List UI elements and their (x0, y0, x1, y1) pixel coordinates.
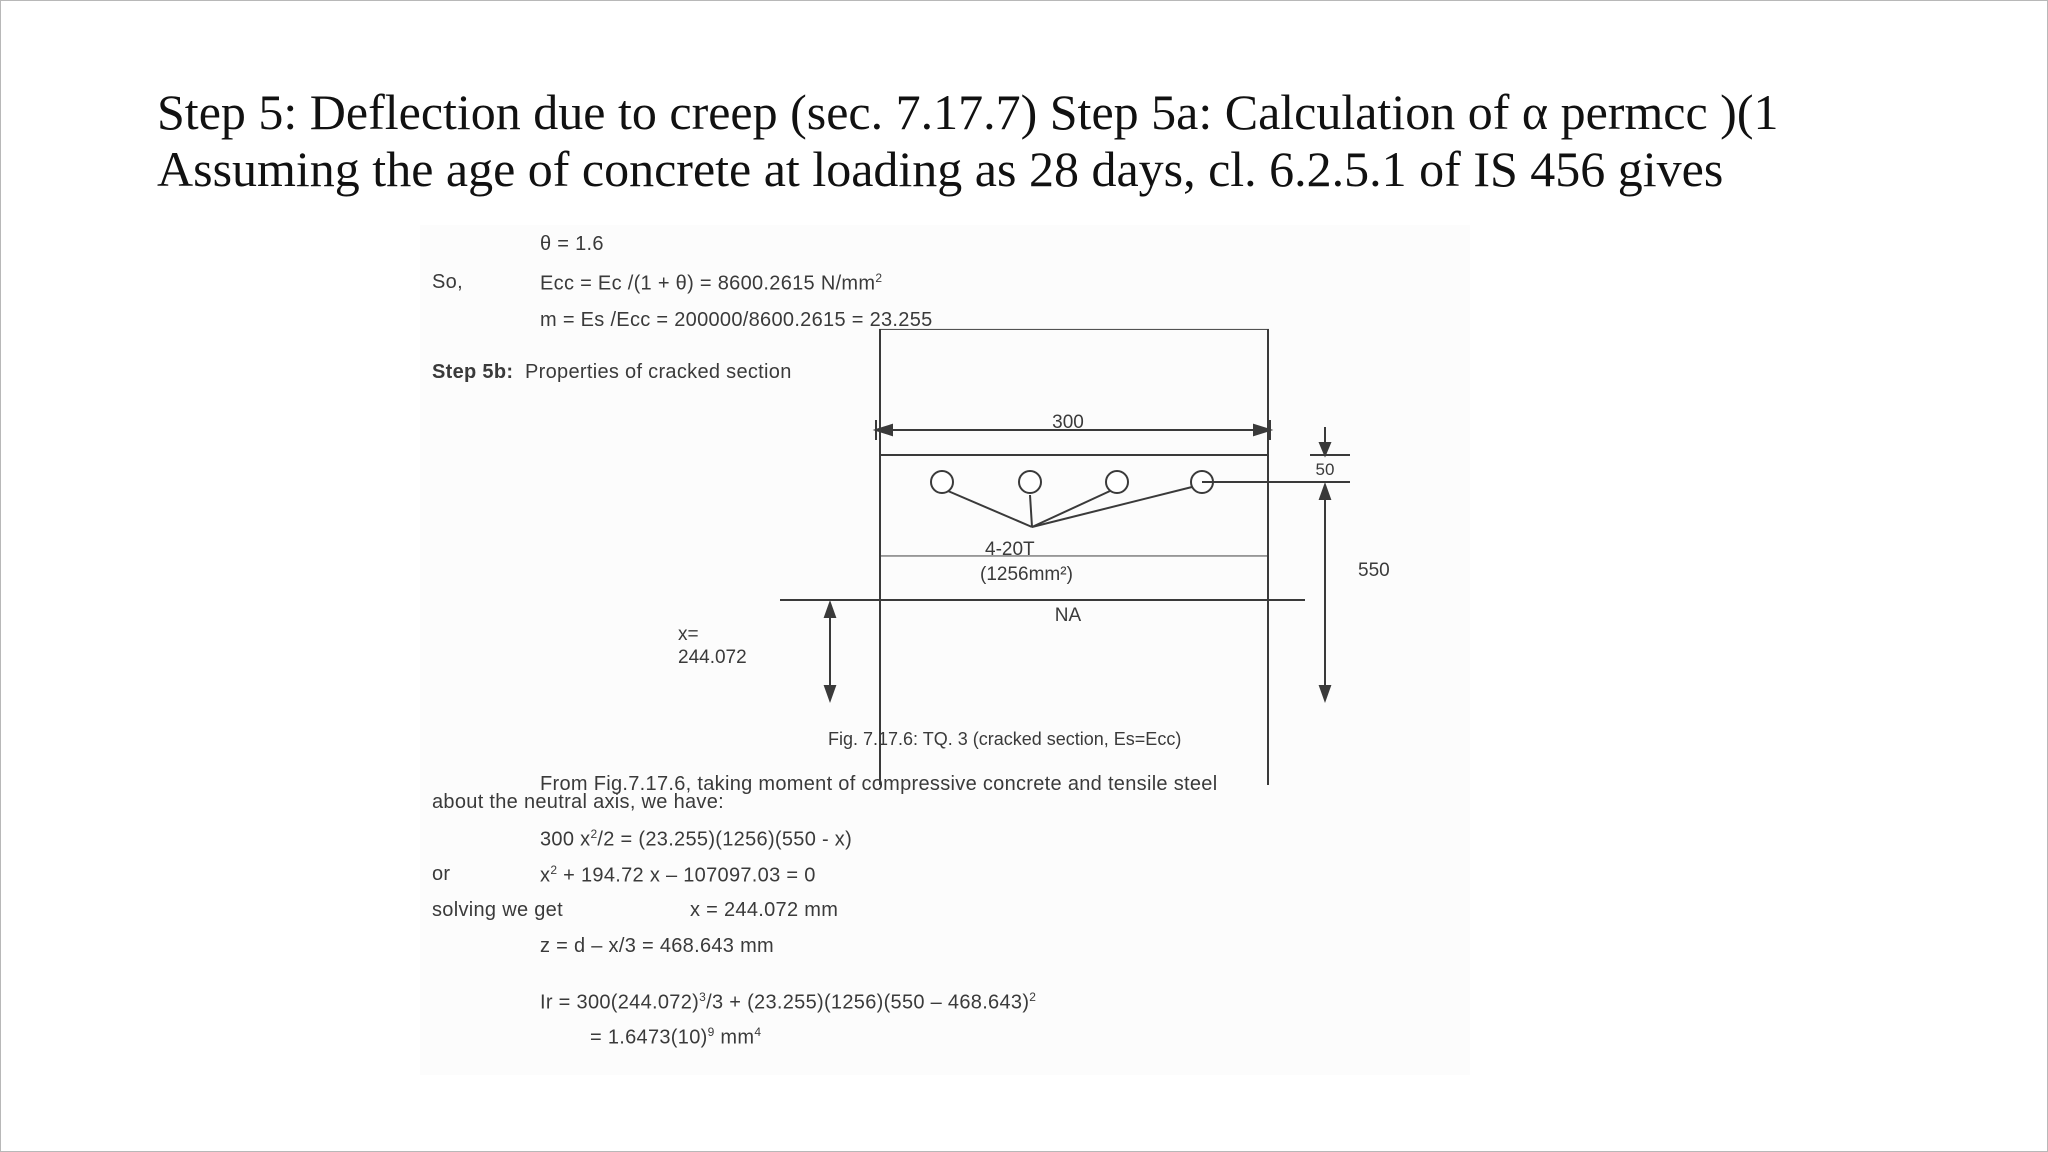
z-equation: z = d – x/3 = 468.643 mm (540, 935, 774, 957)
paragraph-line-2: about the neutral axis, we have: (432, 791, 725, 813)
x-arrow-bottom (825, 686, 835, 700)
ir-result-sup: 9 (707, 1025, 715, 1039)
moment-equation (540, 827, 852, 852)
ir-result-unit: mm (714, 1026, 755, 1049)
eq2-right: + 194.72 x – 107097.03 = 0 (557, 864, 816, 887)
solving-label: solving we get (432, 899, 563, 921)
ir-eq-part1: = 300(244.072) (552, 991, 700, 1014)
depth-arrow-bottom (1320, 686, 1330, 700)
eq1-sup: 2 (590, 827, 598, 841)
bars-area-label: (1256mm²) (980, 564, 1073, 585)
rebar-1 (931, 471, 953, 493)
cover-label: 50 (1315, 460, 1335, 479)
eq2-left: x (540, 864, 551, 887)
theta-equation: θ = 1.6 (540, 233, 604, 255)
so-label: So, (432, 271, 463, 293)
solving-value: x = 244.072 mm (690, 899, 839, 921)
eq1-right: /2 = (23.255)(1256)(550 - x) (597, 828, 853, 851)
ecc-equation-sup: 2 (875, 271, 883, 285)
x-label-line-2: 244.072 (678, 647, 747, 668)
title-line-1: Step 5: Deflection due to creep (sec. 7.17.7) Step 5a: Calculation of α permcc )(1 (157, 84, 1779, 140)
x-label-line-1: x= (678, 624, 699, 645)
width-arrow-left (876, 425, 892, 435)
width-label: 300 (1052, 412, 1084, 433)
leader-line-4 (1032, 487, 1192, 527)
ir-result (590, 1025, 761, 1050)
quadratic-equation (540, 863, 816, 888)
step5b-text: Properties of cracked section (525, 361, 792, 383)
slide-title (157, 84, 1957, 198)
ir-sup-1: 3 (699, 990, 707, 1004)
x-arrow-top (825, 603, 835, 617)
figure-caption: Fig. 7.17.6: TQ. 3 (cracked section, Es=Ecc) (828, 729, 1182, 749)
step5b-label: Step 5b: (432, 361, 514, 383)
rebar-2 (1019, 471, 1041, 493)
depth-arrow-top (1320, 485, 1330, 499)
scanned-calculation-image (420, 225, 1470, 1075)
ir-eq-part2: /3 + (23.255)(1256)(550 – 468.643) (706, 991, 1030, 1014)
bars-label: 4-20T (985, 539, 1035, 560)
cracked-section-figure (420, 225, 1470, 790)
ir-sup-2: 2 (1029, 990, 1037, 1004)
eq2-sup: 2 (550, 863, 558, 877)
title-line-2: Assuming the age of concrete at loading as 28 days, cl. 6.2.5.1 of IS 456 gives (157, 141, 1724, 197)
cover-arrow (1320, 443, 1330, 455)
leader-line-2 (1030, 495, 1032, 527)
ir-equation (540, 990, 1036, 1015)
or-label: or (432, 863, 451, 885)
na-label: NA (1054, 605, 1082, 626)
leader-line-1 (948, 491, 1032, 527)
ir-result-value: = 1.6473(10) (590, 1026, 708, 1049)
m-equation: m = Es /Ecc = 200000/8600.2615 = 23.255 (540, 309, 933, 331)
ecc-equation-text: Ecc = Ec /(1 + θ) = 8600.2615 N/mm (540, 272, 876, 295)
rebar-3 (1106, 471, 1128, 493)
eq1-left: 300 x (540, 828, 591, 851)
ir-unit-sup: 4 (754, 1025, 762, 1039)
cracked-section-diagram (420, 225, 1470, 785)
paragraph-line-1: From Fig.7.17.6, taking moment of compressive concrete and tensile steel (540, 773, 1218, 795)
leader-line-3 (1032, 491, 1110, 527)
depth-label: 550 (1358, 560, 1390, 581)
beam-section-outline (880, 329, 1268, 556)
ir-label: Ir (540, 991, 553, 1014)
